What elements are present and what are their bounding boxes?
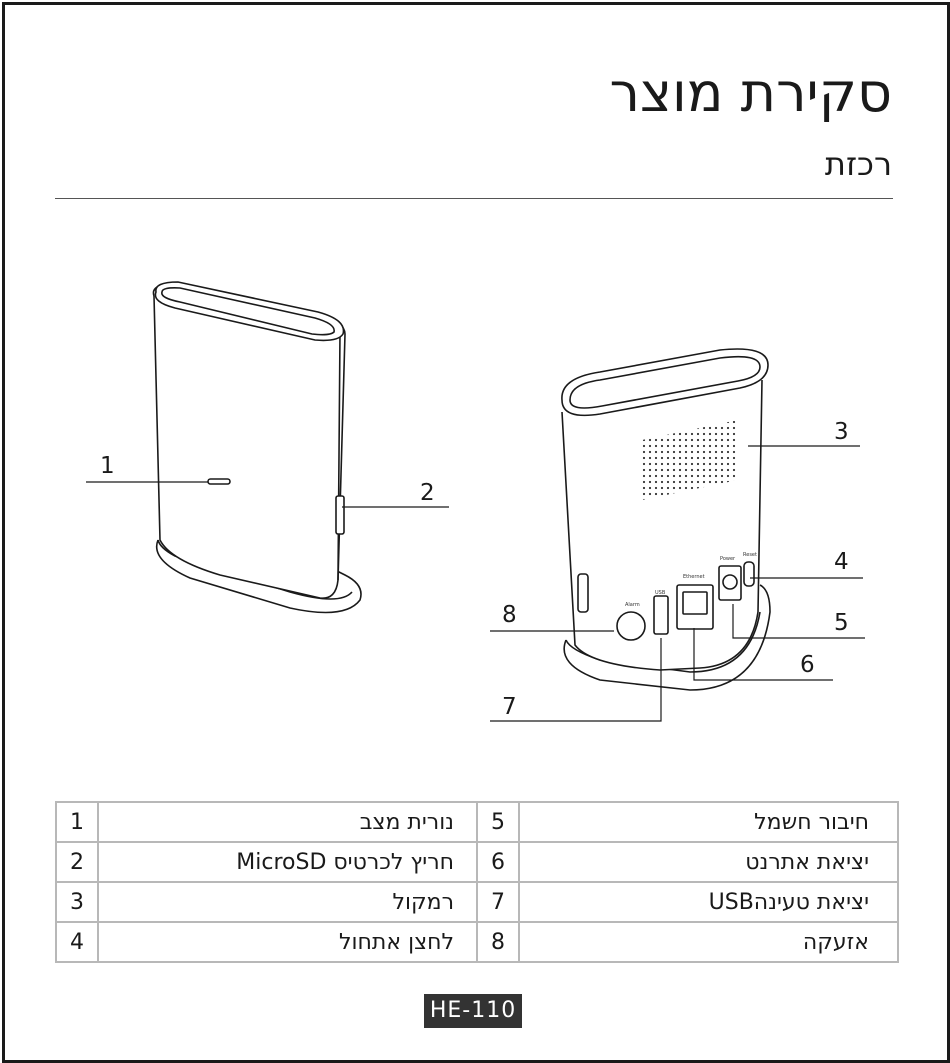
part-label: יציאת אתרנט: [519, 842, 898, 882]
table-row: [56, 842, 898, 882]
callout-1: 1: [100, 453, 115, 479]
part-number: 3: [56, 882, 98, 922]
parts-table: [55, 801, 899, 963]
hub-back-view: [562, 349, 770, 690]
page-title: סקירת מוצר: [609, 61, 892, 124]
hub-front-view: [153, 282, 361, 613]
port-label-usb: USB: [655, 590, 666, 596]
part-number: 5: [477, 802, 519, 842]
callout-3: 3: [834, 419, 849, 445]
table-row: [56, 802, 898, 842]
part-label: חיבור חשמל: [519, 802, 898, 842]
callout-7: 7: [502, 694, 517, 720]
part-number: 7: [477, 882, 519, 922]
table-row: [56, 922, 898, 962]
part-number: 1: [56, 802, 98, 842]
callout-4: 4: [834, 549, 849, 575]
part-label: לחצן אתחול: [98, 922, 477, 962]
port-label-reset: Reset: [743, 552, 757, 558]
port-label-ethernet: Ethernet: [683, 574, 705, 580]
part-label: נורית מצב: [98, 802, 477, 842]
model-badge: HE-110: [424, 994, 522, 1028]
part-label: אזעקה: [519, 922, 898, 962]
part-number: 4: [56, 922, 98, 962]
part-number: 8: [477, 922, 519, 962]
callout-5: 5: [834, 610, 849, 636]
part-number: 6: [477, 842, 519, 882]
part-label: יציאת טעינהUSB: [519, 882, 898, 922]
port-label-power: Power: [720, 556, 736, 562]
part-label: רמקול: [98, 882, 477, 922]
part-number: 2: [56, 842, 98, 882]
part-label: חריץ לכרטיס MicroSD: [98, 842, 477, 882]
callout-8: 8: [502, 602, 517, 628]
page-subtitle: רכזת: [824, 145, 892, 183]
port-label-alarm: Alarm: [625, 602, 640, 608]
callout-2: 2: [420, 480, 435, 506]
table-row: [56, 882, 898, 922]
callout-6: 6: [800, 652, 815, 678]
